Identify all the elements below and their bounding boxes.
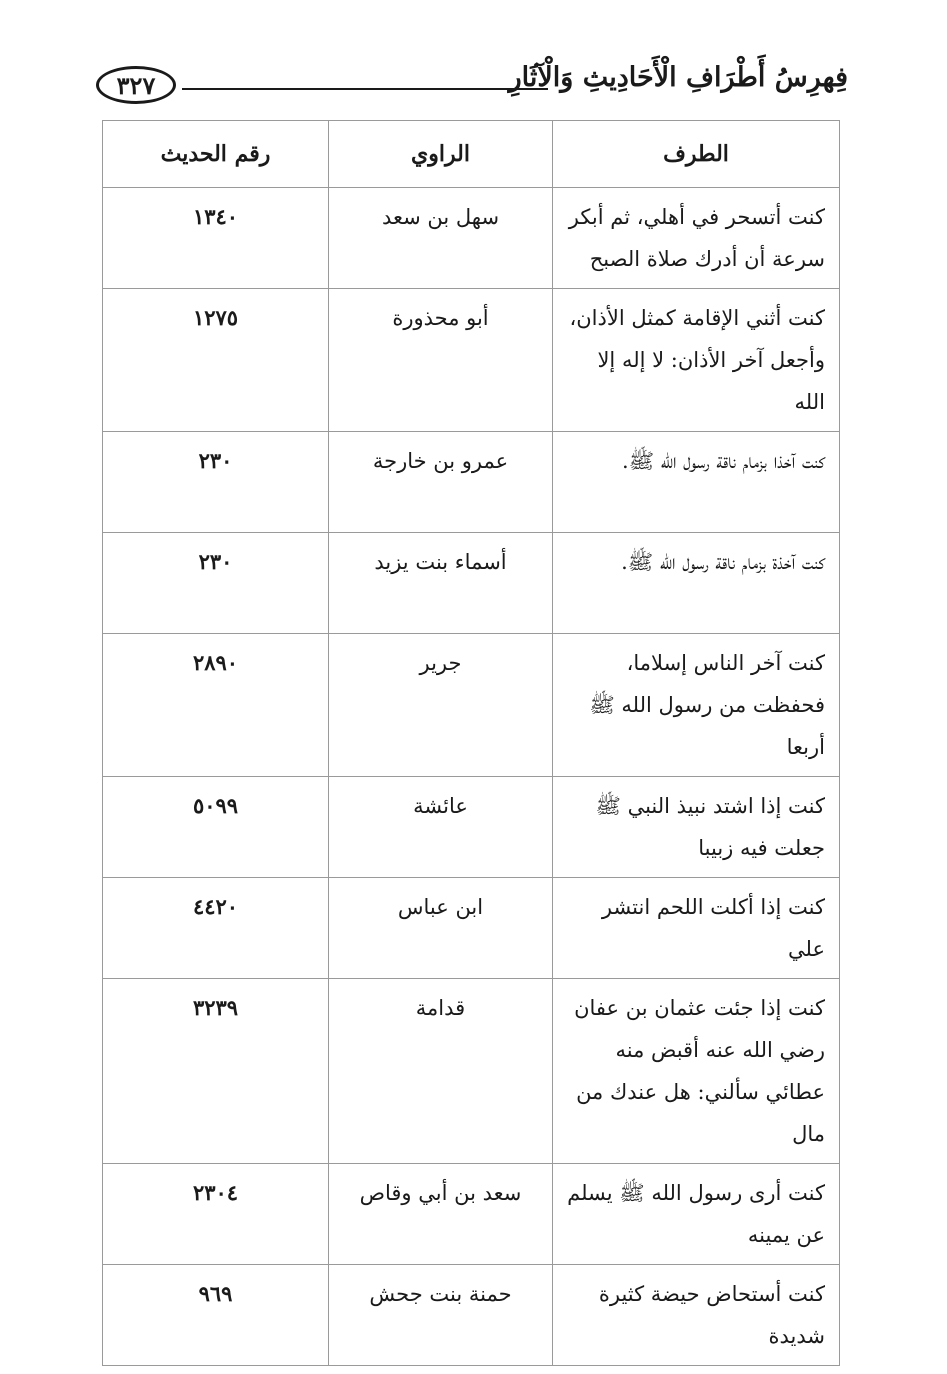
taraf-cell: كنت أستحاض حيضة كثيرة شديدة: [553, 1265, 840, 1366]
rawi-cell: حمنة بنت جحش: [329, 1265, 553, 1366]
hadith-number-cell: ٤٤٢٠: [103, 878, 329, 979]
table-row: [103, 289, 840, 432]
rawi-cell: سعد بن أبي وقاص: [329, 1164, 553, 1265]
taraf-cell: كنت أتسحر في أهلي، ثم أبكر سرعة أن أدرك صلاة الصبح: [553, 188, 840, 289]
hadith-number-cell: ٢٣٠٤: [103, 1164, 329, 1265]
taraf-cell: كنت إذا جئت عثمان بن عفان رضي الله عنه أقبض منه عطائي سألني: هل عندك من مال: [553, 979, 840, 1164]
table-row: [103, 533, 840, 634]
hadith-number-cell: ٢٣٠: [103, 533, 329, 634]
table-row: [103, 979, 840, 1164]
table-row: [103, 1265, 840, 1366]
rawi-cell: أسماء بنت يزيد: [329, 533, 553, 634]
rawi-cell: جرير: [329, 634, 553, 777]
hadith-number-cell: ٥٠٩٩: [103, 777, 329, 878]
table-row: [103, 432, 840, 533]
page-number: ٣٢٧: [96, 66, 176, 104]
table-row: [103, 878, 840, 979]
rawi-cell: عمرو بن خارجة: [329, 432, 553, 533]
header-divider: [182, 88, 548, 90]
column-header-number: رقم الحديث: [103, 121, 329, 188]
hadith-number-cell: ٣٢٣٩: [103, 979, 329, 1164]
taraf-cell: كنت أثني الإقامة كمثل الأذان، وأجعل آخر الأذان: لا إله إلا الله: [553, 289, 840, 432]
table-row: [103, 777, 840, 878]
taraf-cell: كنت إذا اشتد نبيذ النبي ﷺ جعلت فيه زبيبا: [553, 777, 840, 878]
rawi-cell: ابن عباس: [329, 878, 553, 979]
taraf-cell: كنت آخذا بزمام ناقة رسول الله ﷺ.: [553, 432, 840, 533]
taraf-cell: كنت آخر الناس إسلاما، فحفظت من رسول الله ﷺ أربعا: [553, 634, 840, 777]
rawi-cell: قدامة: [329, 979, 553, 1164]
table-row: [103, 1164, 840, 1265]
table-row: [103, 634, 840, 777]
hadith-number-cell: ١٢٧٥: [103, 289, 329, 432]
taraf-cell: كنت آخذة بزمام ناقة رسول الله ﷺ.: [553, 533, 840, 634]
hadith-number-cell: ٩٦٩: [103, 1265, 329, 1366]
taraf-cell: كنت أرى رسول الله ﷺ يسلم عن يمينه: [553, 1164, 840, 1265]
taraf-cell: كنت إذا أكلت اللحم انتشر علي: [553, 878, 840, 979]
column-header-rawi: الراوي: [329, 121, 553, 188]
hadith-number-cell: ١٣٤٠: [103, 188, 329, 289]
page-title: فِهرِسُ أَطْرَافِ الْأَحَادِيثِ وَالْآثَارِ: [508, 62, 848, 93]
table-row: [103, 188, 840, 289]
rawi-cell: سهل بن سعد: [329, 188, 553, 289]
hadith-number-cell: ٢٣٠: [103, 432, 329, 533]
hadith-index-table: [102, 120, 839, 1366]
column-header-taraf: الطرف: [553, 121, 840, 188]
rawi-cell: أبو محذورة: [329, 289, 553, 432]
rawi-cell: عائشة: [329, 777, 553, 878]
table-header-row: [103, 121, 840, 188]
page-header: [96, 62, 848, 114]
hadith-number-cell: ٢٨٩٠: [103, 634, 329, 777]
